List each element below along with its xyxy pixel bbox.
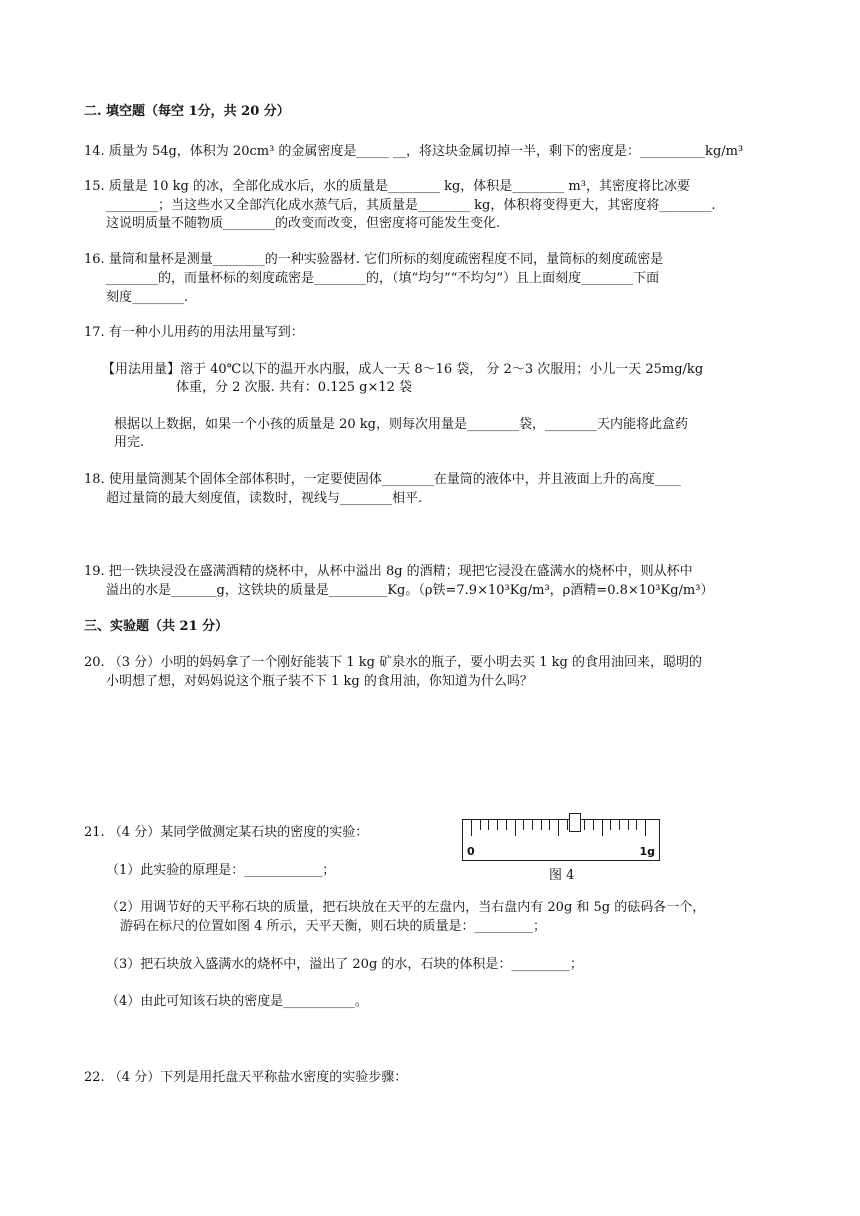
scale-tick bbox=[567, 820, 568, 830]
question-22-line-1: 22. （4 分）下列是用托盘天平称盐水密度的实验步骤： bbox=[84, 1070, 408, 1085]
scale-tick bbox=[541, 820, 542, 830]
scale-tick bbox=[602, 820, 603, 836]
scale-tick bbox=[558, 820, 559, 836]
scale-end-label: 1g bbox=[639, 845, 655, 858]
question-19-line-1: 19. 把一铁块浸没在盛满酒精的烧杯中，从杯中溢出 8g 的酒精；现把它浸没在盛满水的烧杯中，则从杯中 bbox=[84, 564, 693, 579]
scale-tick bbox=[506, 820, 507, 830]
question-16-line-1: 16. 量筒和量杯是测量________的一种实验器材. 它们所标的刻度疏密程度不同，量筒标的刻度疏密是 bbox=[84, 252, 664, 267]
scale-tick bbox=[523, 820, 524, 830]
figure-4-caption: 图 4 bbox=[549, 868, 575, 883]
balance-scale-ruler bbox=[462, 819, 660, 861]
scale-tick bbox=[619, 820, 620, 830]
question-14: 14. 质量为 54g，体积为 20cm³ 的金属密度是_____ __，将这块金属切掉一半，剩下的密度是：__________kg/m³ bbox=[84, 144, 744, 159]
question-21-step-2-line-2: 游码在标尺的位置如图 4 所示，天平天衡，则石块的质量是：_________； bbox=[120, 919, 547, 934]
scale-tick bbox=[549, 820, 550, 830]
scale-tick bbox=[488, 820, 489, 830]
question-17-line-1: 17. 有一种小儿用药的用法用量写到： bbox=[84, 325, 304, 340]
question-21-step-4: （4）由此可知该石块的密度是___________。 bbox=[106, 994, 368, 1009]
question-17-usage-line-1: 【用法用量】溶于 40℃以下的温开水内服，成人一天 8～16 袋， 分 2～3 次服用；小儿一天 25mg/kg bbox=[102, 362, 704, 377]
question-20-line-2: 小明想了想，对妈妈说这个瓶子装不下 1 kg 的食用油，你知道为什么吗？ bbox=[106, 674, 533, 689]
question-17-line-5: 用完. bbox=[114, 435, 145, 450]
scale-tick bbox=[636, 820, 637, 830]
question-21-step-1: （1）此实验的原理是：____________； bbox=[106, 863, 336, 878]
question-18-line-2: 超过量筒的最大刻度值，读数时，视线与________相平. bbox=[106, 491, 423, 506]
scale-start-label: 0 bbox=[467, 845, 475, 858]
scale-tick bbox=[593, 820, 594, 830]
scale-tick bbox=[584, 820, 585, 830]
question-18-line-1: 18. 使用量筒测某个固体全部体积时，一定要使固体________在量筒的液体中，并且液面上升的高度____ bbox=[84, 472, 681, 487]
scale-tick bbox=[645, 820, 646, 836]
question-19-line-2: 溢出的水是_______g，这铁块的质量是_________Kg。（ρ铁=7.9×10³Kg/m³，ρ酒精=0.8×10³Kg/m³） bbox=[106, 583, 714, 598]
question-15-line-1: 15. 质量是 10 kg 的冰，全部化成水后，水的质量是________ kg，体积是________ m³，其密度将比冰要 bbox=[84, 179, 690, 194]
scale-tick bbox=[471, 820, 472, 836]
question-21-line-1: 21. （4 分）某同学做测定某石块的密度的实验： bbox=[84, 825, 369, 840]
section-heading-fill-blank: 二. 填空题（每空 1分，共 20 分） bbox=[84, 104, 290, 119]
section-heading-experiment: 三、实验题（共 21 分） bbox=[84, 619, 229, 634]
question-20-line-1: 20. （3 分）小明的妈妈拿了一个刚好能装下 1 kg 矿泉水的瓶子，要小明去买 1 kg 的食用油回来，聪明的 bbox=[84, 655, 702, 670]
scale-tick bbox=[497, 820, 498, 830]
question-17-usage-line-2: 体重，分 2 次服. 共有：0.125 g×12 袋 bbox=[176, 380, 413, 395]
question-15-line-3: 这说明质量不随物质________的改变而改变，但密度将可能发生变化. bbox=[106, 216, 501, 231]
rider-weight bbox=[569, 813, 581, 832]
scale-tick bbox=[480, 820, 481, 830]
question-16-line-3: 刻度________. bbox=[106, 290, 189, 305]
question-21-step-3: （3）把石块放入盛满水的烧杯中，溢出了 20g 的水，石块的体积是：_________； bbox=[106, 957, 583, 972]
question-21-step-2-line-1: （2）用调节好的天平称石块的质量，把石块放在天平的左盘内，当右盘内有 20g 和 5g 的砝码各一个， bbox=[106, 900, 706, 915]
scale-tick bbox=[515, 820, 516, 836]
question-17-line-4: 根据以上数据，如果一个小孩的质量是 20 kg，则每次用量是________袋，________天内能将此盒药 bbox=[114, 417, 689, 432]
scale-tick bbox=[532, 820, 533, 830]
scale-tick bbox=[628, 820, 629, 830]
question-15-line-2: ________；当这些水又全部汽化成水蒸气后，其质量是________ kg，体积将变得更大，其密度将________. bbox=[106, 198, 716, 213]
question-16-line-2: ________的，而量杯标的刻度疏密是________的，（填“均匀”“不均匀”）且上面刻度________下面 bbox=[106, 271, 660, 286]
scale-tick bbox=[610, 820, 611, 830]
